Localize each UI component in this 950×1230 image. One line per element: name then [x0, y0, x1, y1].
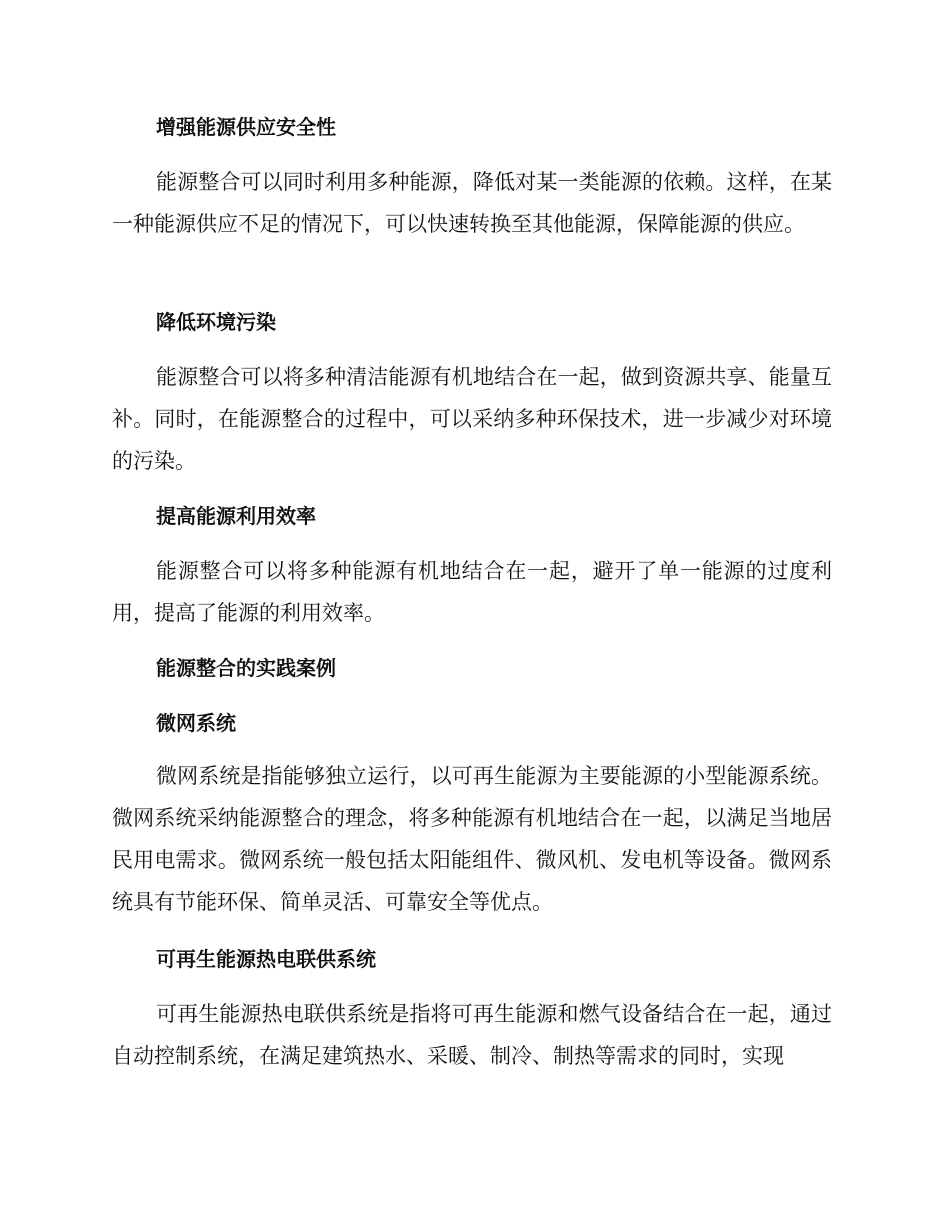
section-heading-chp-system: 可再生能源热电联供系统: [156, 947, 376, 971]
section-heading-reduce-pollution: 降低环境污染: [156, 310, 276, 334]
section-heading-practice-cases: 能源整合的实践案例: [156, 656, 336, 680]
paragraph-chp-system: 可再生能源热电联供系统是指将可再生能源和燃气设备结合在一起，通过自动控制系统，在满足建筑热水、采暖、制冷、制热等需求的同时，实现: [112, 1002, 832, 1068]
paragraph-efficiency: 能源整合可以将多种能源有机地结合在一起，避开了单一能源的过度利用，提高了能源的利用效率。: [112, 559, 832, 625]
paragraph-energy-security: 能源整合可以同时利用多种能源，降低对某一类能源的依赖。这样，在某一种能源供应不足的情况下，可以快速转换至其他能源，保障能源的供应。: [112, 170, 832, 236]
section-heading-efficiency: 提高能源利用效率: [156, 504, 316, 528]
paragraph-microgrid: 微网系统是指能够独立运行，以可再生能源为主要能源的小型能源系统。微网系统采纳能源整合的理念，将多种能源有机地结合在一起，以满足当地居民用电需求。微网系统一般包括太阳能组件、微风机、发电机等设备。微网系统具有节能环保、简单灵活、可靠安全等优点。: [112, 764, 832, 914]
section-heading-energy-security: 增强能源供应安全性: [156, 115, 336, 139]
paragraph-reduce-pollution: 能源整合可以将多种清洁能源有机地结合在一起，做到资源共享、能量互补。同时，在能源整合的过程中，可以采纳多种环保技术，进一步减少对环境的污染。: [112, 365, 832, 473]
section-heading-microgrid: 微网系统: [156, 711, 236, 735]
